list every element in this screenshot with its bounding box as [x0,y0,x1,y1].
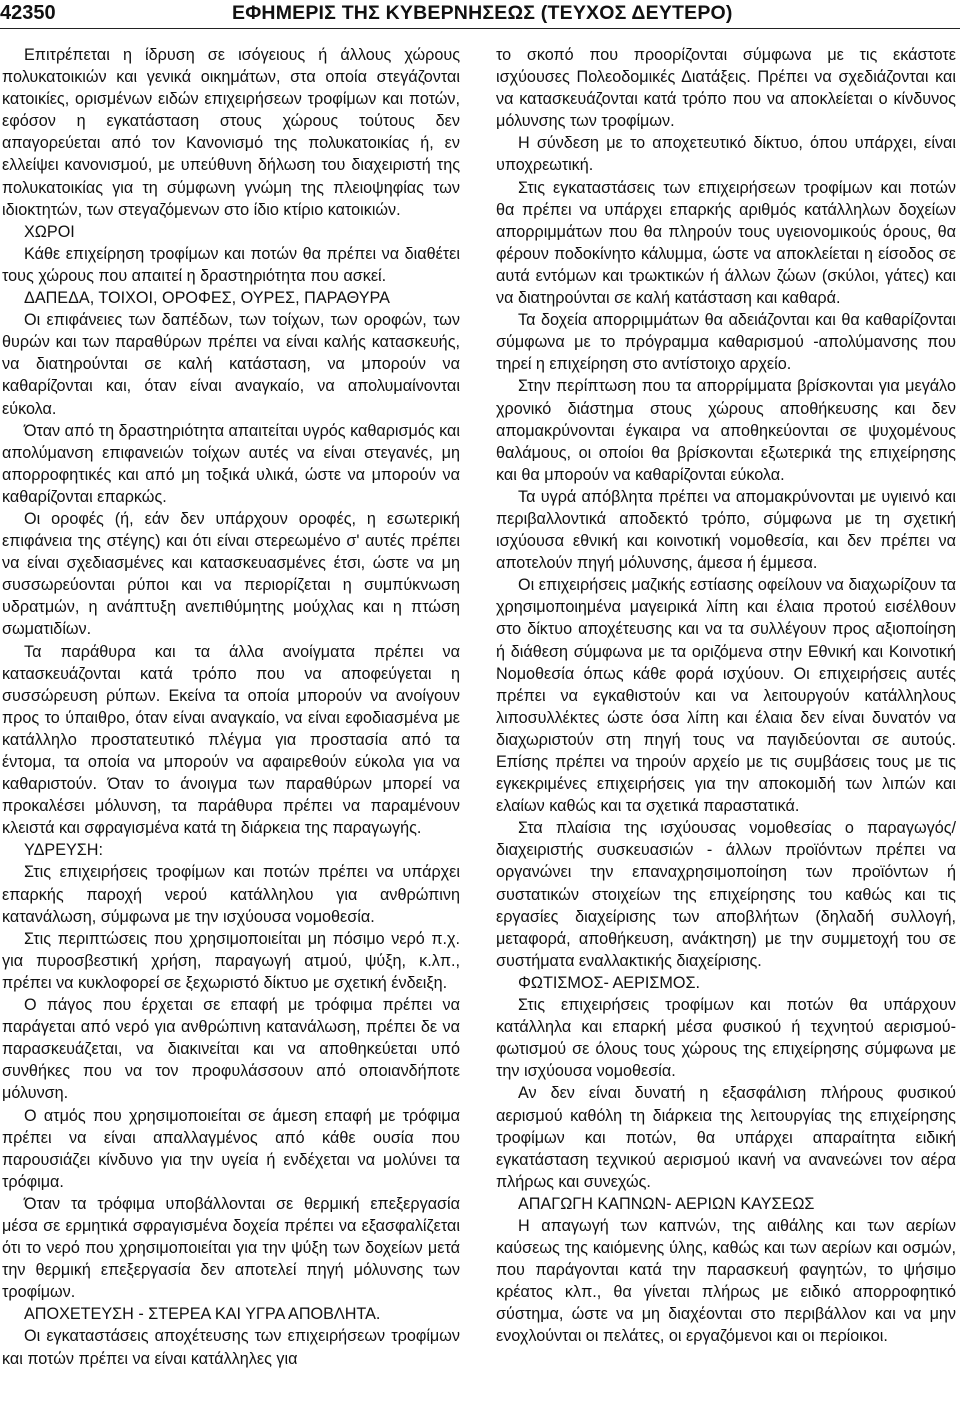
paragraph: Στις εγκαταστάσεις των επιχειρήσεων τροφίμων και ποτών θα πρέπει να υπάρχει επαρκής αριθμός κατάλληλων δοχείων απορριμμάτων που θα πληρούν τους υγειονομικούς όρους, θα φέρουν ποδοκίνητο κάλυμμα, ώστε να αποκλείεται η είσοδος σε αυτά εντόμων και τρωκτικών ή άλλων ζώων (σκύλοι, γάτες) και να διατηρούνται σε καλή κατάσταση και καθαρά. [496,178,956,308]
paragraph: Ο πάγος που έρχεται σε επαφή με τρόφιμα πρέπει να παράγεται από νερό για ανθρώπινη κατανάλωση, πρέπει δε να παρασκευάζεται, να διακινείται και να αποθηκεύεται υπό συνθήκες που να τον προφυλάσσουν από οποιανδήποτε μόλυνση. [2,996,460,1103]
paragraph: Στις επιχειρήσεις τροφίμων και ποτών πρέπει να υπάρχει επαρκής παροχή νερού κατάλληλου για ανθρώπινη κατανάλωση, σύμφωνα με την ισχύουσα νομοθεσία. [2,863,460,926]
paragraph: Αν δεν είναι δυνατή η εξασφάλιση πλήρους φυσικού αερισμού καθόλη τη διάρκεια της λειτουργίας της επιχείρησης τροφίμων και ποτών, θα υπάρχει απαραίτητα ειδική εγκατάσταση τεχνικού αερισμού ικανή να ανανεώνει τον αέρα πλήρως και συνεχώς. [496,1084,956,1191]
paragraph: Επιτρέπεται η ίδρυση σε ισόγειους ή άλλους χώρους πολυκατοικιών και γενικά οικημάτων, στα οποία στεγάζονται κατοικίες, ορισμένων ειδών επιχειρήσεων τροφίμων και ποτών, εφόσον η εγκατάσταση στους χώρους τούτους δεν απαγορεύεται από τον Κανονισμό της πολυκατοικίας ή, εν ελλείψει κανονισμού, με υπεύθυνη δήλωση του διαχειριστή της πολυκατοικίας για τη σύμφωνη γνώμη της πλειοψηφίας των ιδιοκτητών, των στεγαζόμενων στο ίδιο κτίριο κατοικιών. [2,46,460,219]
section-heading-dapeda: ΔΑΠΕΔΑ, ΤΟΙΧΟΙ, ΟΡΟΦΕΣ, ΟΥΡΕΣ, ΠΑΡΑΘΥΡΑ [24,289,390,308]
paragraph: Οι οροφές (ή, εάν δεν υπάρχουν οροφές, η εσωτερική επιφάνεια της στέγης) και ότι είναι στερεωμένο σ' αυτές πρέπει να είναι σχεδιασμένες και κατασκευασμένες έτσι, ώστε να μη συσσωρεύονται ρύποι και να περιορίζεται η συμπύκνωση υδρατμών, η ανάπτυξη ανεπιθύμητης μούχλας και η πτώση σωματιδίων. [2,509,460,639]
journal-title: ΕΦΗΜΕΡΙΣ ΤΗΣ ΚΥΒΕΡΝΗΣΕΩΣ (ΤΕΥΧΟΣ ΔΕΥΤΕΡΟ) [232,2,733,24]
left-column [2,44,460,1370]
paragraph: Στις περιπτώσεις που χρησιμοποιείται μη πόσιμο νερό π.χ. για πυροσβεστική χρήση, παραγωγή ατμού, ψύξη, κ.λπ., πρέπει να κυκλοφορεί σε ξεχωριστό δίκτυο με σχετική ένδειξη. [2,929,460,992]
section-heading-ydreusi: ΥΔΡΕΥΣΗ: [24,841,103,860]
paragraph: Η απαγωγή των καπνών, της αιθάλης και των αερίων καύσεως της καιόμενης ύλης, καθώς και των αερίων και οσμών, που παράγονται κατά την παρασκευή φαγητών, το ψήσιμο κρέατος κλπ., θα γίνεται πλήρως με ειδικό απορροφητικό σύστημα, ώστε να μη διαχέονται στο περιβάλλον και να μην ενοχλούνται οι πελάτες, οι εργαζόμενοι και οι περίοικοι. [496,1216,956,1346]
paragraph: Οι εγκαταστάσεις αποχέτευσης των επιχειρήσεων τροφίμων και ποτών πρέπει να είναι κατάλληλες για [2,1327,460,1368]
paragraph: Οι επιφάνειες των δαπέδων, των τοίχων, των οροφών, των θυρών και των παραθύρων πρέπει να είναι καλής κατασκευής, να διατηρούνται σε καλή κατάσταση, να μπορούν να καθαρίζονται και, όταν είναι αναγκαίο, να απολυμαίνονται εύκολα. [2,311,460,418]
paragraph: Η σύνδεση με το αποχετευτικό δίκτυο, όπου υπάρχει, είναι υποχρεωτική. [496,134,956,175]
paragraph: Ο ατμός που χρησιμοποιείται σε άμεση επαφή με τρόφιμα πρέπει να είναι απαλλαγμένος από κάθε ουσία που παρουσιάζει κίνδυνο για την υγεία ή ενδέχεται να μολύνει τα τρόφιμα. [2,1106,460,1191]
paragraph: το σκοπό που προορίζονται σύμφωνα με τις εκάστοτε ισχύουσες Πολεοδομικές Διατάξεις. Πρέπει να σχεδιάζονται και να κατασκευάζονται κατά τρόπο που να αποκλείεται ο κίνδυνος μόλυνσης των τροφίμων. [496,46,956,131]
section-heading-apagogi: ΑΠΑΓΩΓΗ ΚΑΠΝΩΝ- ΑΕΡΙΩΝ ΚΑΥΣΕΩΣ [518,1194,815,1213]
paragraph: Τα παράθυρα και τα άλλα ανοίγματα πρέπει να κατασκευάζονται κατά τρόπο που να αποφεύγεται η συσσώρευση ρύπων. Εκείνα τα οποία μπορούν να ανοίγουν προς το ύπαιθρο, όταν είναι αναγκαίο, να είναι εφοδιασμένα με κατάλληλο προστατευτικό πλέγμα για προστασία από τα έντομα, τα οποία να μπορούν να αφαιρεθούν εύκολα για να καθαριστούν. Όταν το άνοιγμα των παραθύρων μπορεί να προκαλέσει μόλυνση, τα παράθυρα πρέπει να παραμένουν κλειστά και σφραγισμένα κατά τη διάρκεια της παραγωγής. [2,642,460,838]
section-heading-xoroi: ΧΩΡΟΙ [24,222,75,241]
paragraph: Στα πλαίσια της ισχύουσας νομοθεσίας ο παραγωγός/διαχειριστής συσκευασιών - άλλων προϊόντων πρέπει να οργανώνει την επαναχρησιμοποίηση των προϊόντων ή συστατικών στοιχείων της επιχείρησης του καθώς και τις εργασίες διαχείρισης των αποβλήτων (δηλαδή συλλογή, μεταφορά, αποθήκευση, ανάκτηση) με την συμμετοχή του σε συστήματα εναλλακτικής διαχείρισης. [496,819,956,970]
paragraph: Στις επιχειρήσεις τροφίμων και ποτών θα υπάρχουν κατάλληλα και επαρκή μέσα φυσικού ή τεχνητού αερισμού-φωτισμού σε όλους τους χώρους της επιχείρησης σύμφωνα με την ισχύουσα νομοθεσία. [496,996,956,1081]
paragraph: Οι επιχειρήσεις μαζικής εστίασης οφείλουν να διαχωρίζουν τα χρησιμοποιημένα μαγειρικά λίπη και έλαια προτού εισέλθουν στο δίκτυο αποχέτευσης και να τα συλλέγουν προς αξιοποίηση ή διάθεση σύμφωνα με τα οριζόμενα στην Εθνική και Κοινοτική Νομοθεσία όπως κάθε φορά ισχύουν. Οι επιχειρήσεις αυτές πρέπει να εγκαθιστούν και να λειτουργούν κατάλληλους λιποσυλλέκτες ώστε όσα λίπη και έλαια δεν είναι δυνατόν να διαχωριστούν στη πηγή τους να παγιδεύονται σε αυτούς. Επίσης πρέπει να τηρούν αρχείο με τις συμβάσεις τους με τις εγκεκριμένες επιχειρήσεις για την αποκομιδή των λιπών και ελαίων καθώς και τα σχετικά παραστατικά. [496,576,956,816]
paragraph: Στην περίπτωση που τα απορρίμματα βρίσκονται για μεγάλο χρονικό διάστημα στους χώρους αποθήκευσης και δεν απομακρύνονται έγκαιρα να αποθηκεύονται σε ψυχομένους θαλάμους, οι οποίοι θα βρίσκονται εξωτερικά της επιχείρησης και θα μπορούν να καθαρίζονται εύκολα. [496,377,956,484]
page-header [0,0,960,28]
paragraph: Όταν από τη δραστηριότητα απαιτείται υγρός καθαρισμός και απολύμανση επιφανειών τοίχων αυτές να είναι στεγανές, μη απορροφητικές και από μη τοξικά υλικά, ώστε να μπορούν να καθαρίζονται επαρκώς. [2,421,460,506]
section-heading-fotismos: ΦΩΤΙΣΜΟΣ- ΑΕΡΙΣΜΟΣ. [518,973,700,992]
section-heading-apoxeteusi: ΑΠΟΧΕΤΕΥΣΗ - ΣΤΕΡΕΑ ΚΑΙ ΥΓΡΑ ΑΠΟΒΛΗΤΑ. [24,1305,381,1324]
paragraph: Κάθε επιχείρηση τροφίμων και ποτών θα πρέπει να διαθέτει τους χώρους που απαιτεί η δραστηριότητα που ασκεί. [2,244,460,285]
paragraph: Όταν τα τρόφιμα υποβάλλονται σε θερμική επεξεργασία μέσα σε ερμητικά σφραγισμένα δοχεία πρέπει να εξασφαλίζεται ότι το νερό που χρησιμοποιείται για την ψύξη των δοχείων μετά την θερμική επεξεργασία δεν αποτελεί πηγή μόλυνσης των τροφίμων. [2,1194,460,1302]
page-number: 42350 [0,2,56,24]
header-rule [0,28,960,29]
paragraph: Τα δοχεία απορριμμάτων θα αδειάζονται και θα καθαρίζονται σύμφωνα με το πρόγραμμα καθαρισμού -απολύμανσης που τηρεί η επιχείρηση στο αντίστοιχο αρχείο. [496,311,956,374]
paragraph: Τα υγρά απόβλητα πρέπει να απομακρύνονται με υγιεινό και περιβαλλοντικά αποδεκτό τρόπο, σύμφωνα με τη σχετική ισχύουσα εθνική και κοινοτική νομοθεσία, και δεν πρέπει να αποτελούν πηγή μόλυνσης, άμεσα ή έμμεσα. [496,487,956,573]
right-column [496,44,956,1348]
